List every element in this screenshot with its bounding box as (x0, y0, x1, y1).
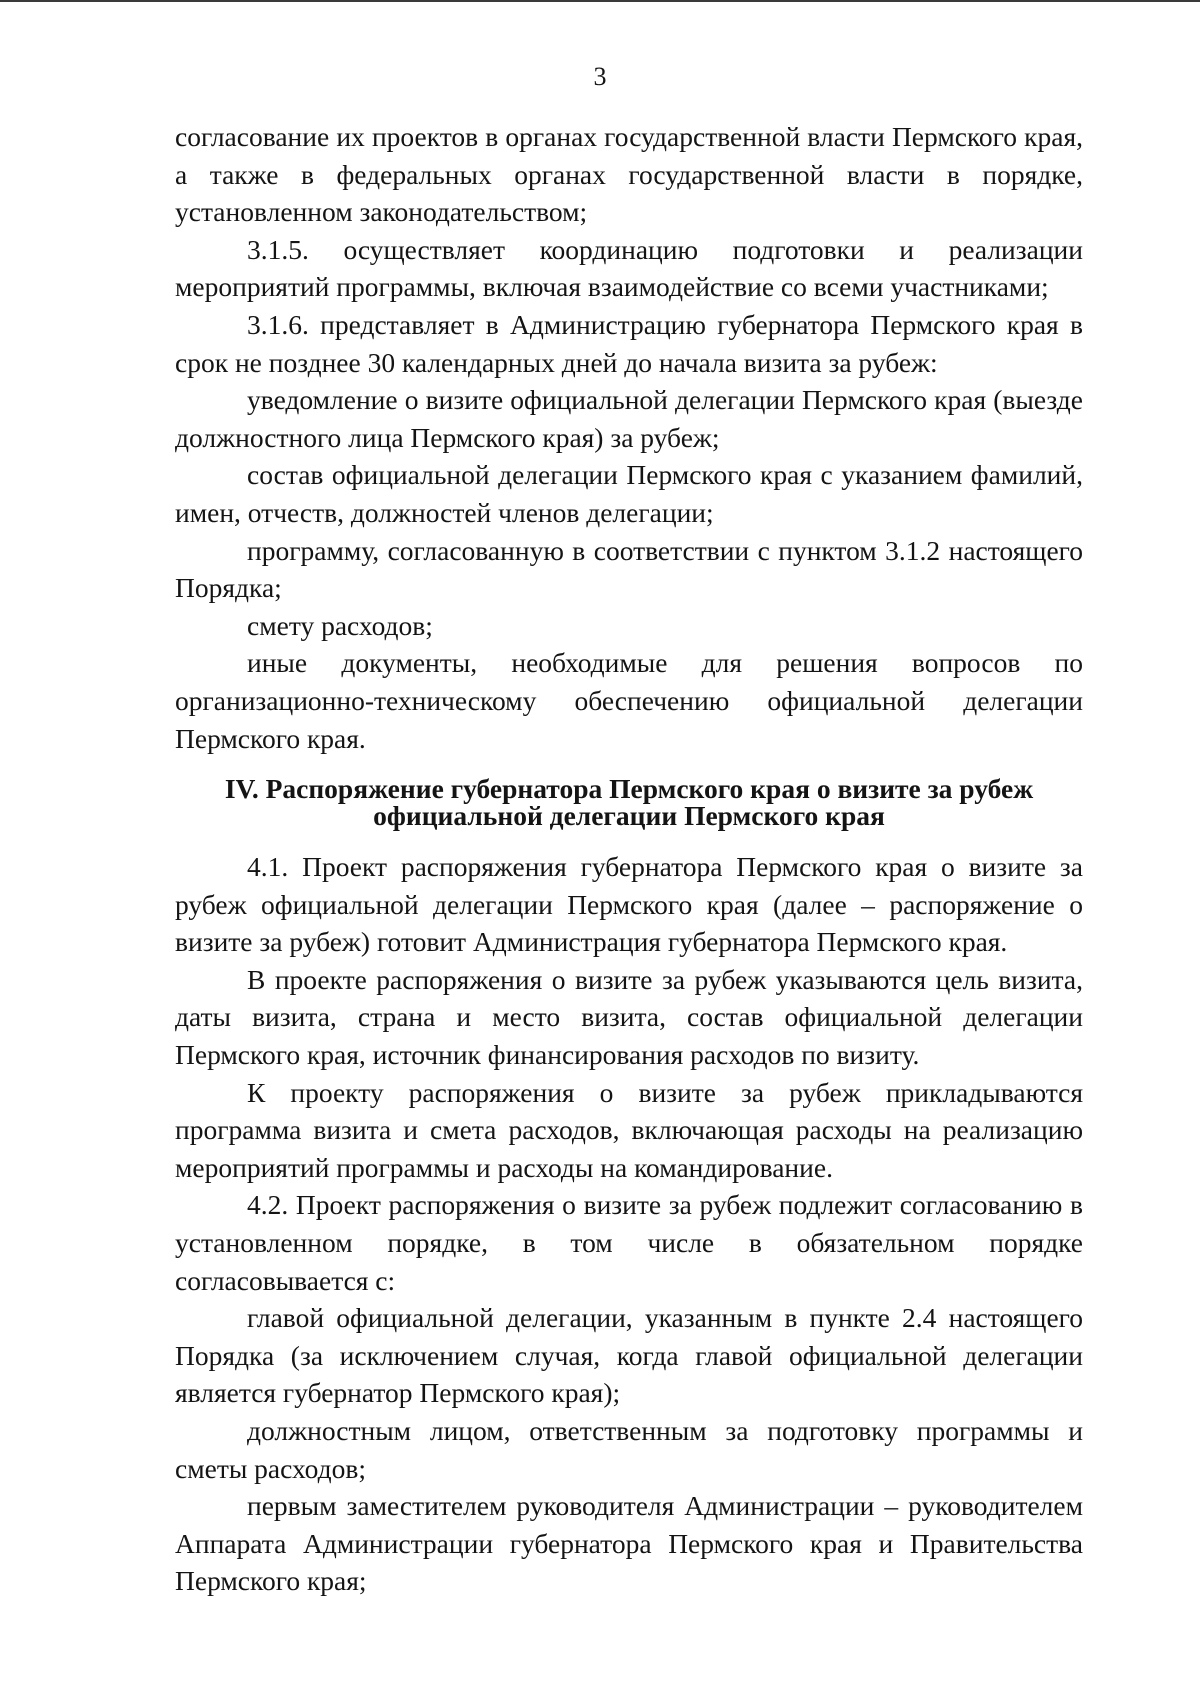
paragraph-attachments: К проекту распоряжения о визите за рубеж прикладываются программа визита и смета расходов, включающая расходы на реализацию мероприятий программы и расходы на командирование. (175, 1076, 1083, 1183)
document-body (175, 118, 1083, 1600)
paragraph-head-of-delegation: главой официальной делегации, указанным в пункте 2.4 настоящего Порядка (за исключением случая, когда главой официальной делегации является губернатор Пермского края); (175, 1302, 1083, 1409)
paragraph-item-4-2: 4.2. Проект распоряжения о визите за рубеж подлежит согласованию в установленном порядке, в том числе в обязательном порядке согласовывается с: (175, 1189, 1083, 1296)
paragraph-item-3-1-6: 3.1.6. представляет в Администрацию губернатора Пермского края в срок не позднее 30 календарных дней до начала визита за рубеж: (175, 308, 1083, 378)
paragraph-notification: уведомление о визите официальной делегации Пермского края (выезде должностного лица Пермского края) за рубеж; (175, 384, 1083, 453)
paragraph-item-3-1-5: 3.1.5. осуществляет координацию подготовки и реализации мероприятий программы, включая взаимодействие со всеми участниками; (175, 233, 1083, 303)
paragraph: согласование их проектов в органах государственной власти Пермского края, а также в федеральных органах государственной власти в порядке, установленном законодательством; (175, 121, 1083, 228)
paragraph-responsible-official: должностным лицом, ответственным за подготовку программы и сметы расходов; (175, 1415, 1083, 1484)
scan-edge-line (0, 0, 1200, 2)
paragraph-first-deputy: первым заместителем руководителя Администрации – руководителем Аппарата Администрации губернатора Пермского края и Правительства Пермского края; (175, 1490, 1083, 1597)
paragraph-other-documents: иные документы, необходимые для решения вопросов по организационно-техническому обеспечению официальной делегации Пермского края. (175, 647, 1083, 754)
section-heading-line-2: официальной делегации Пермского края (373, 800, 885, 832)
paragraph-delegation-composition: состав официальной делегации Пермского края с указанием фамилий, имен, отчеств, должностей членов делегации; (175, 459, 1083, 528)
paragraph-item-4-1: 4.1. Проект распоряжения губернатора Пермского края о визите за рубеж официальной делегации Пермского края (далее – распоряжение о визите за рубеж) готовит Администрация губернатора Пермского края. (175, 851, 1083, 958)
page-number: 3 (593, 62, 607, 91)
paragraph-estimate: смету расходов; (247, 609, 433, 641)
paragraph-program: программу, согласованную в соответствии с пунктом 3.1.2 настоящего Порядка; (175, 534, 1083, 604)
paragraph-draft-contents: В проекте распоряжения о визите за рубеж указываются цель визита, даты визита, страна и место визита, состав официальной делегации Пермского края, источник финансирования расходов по визиту. (175, 963, 1083, 1071)
section-heading-line-1: IV. Распоряжение губернатора Пермского края о визите за рубеж (224, 773, 1034, 805)
section-heading (175, 773, 1083, 832)
